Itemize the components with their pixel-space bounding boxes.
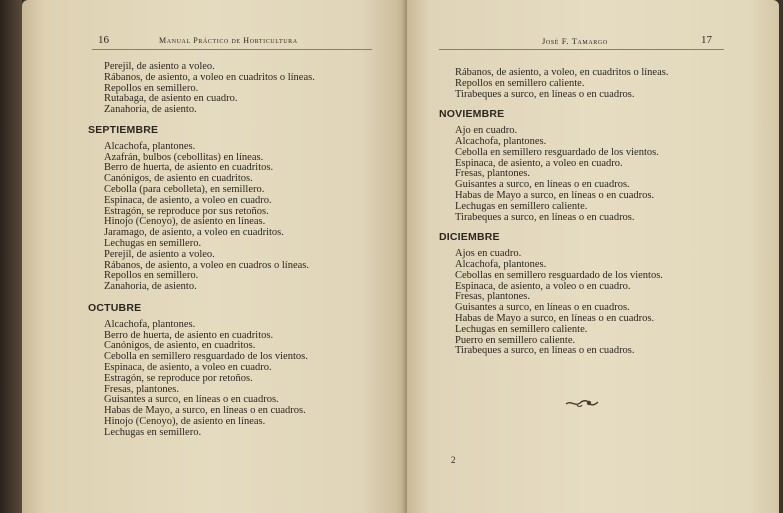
right-page: [407, 0, 779, 513]
list-line: Estragón, se reproduce por retoños.: [104, 372, 253, 384]
list-line: Repollos en semillero.: [104, 82, 199, 94]
list-line: Cebolla en semillero resguardado de los vientos.: [104, 351, 308, 363]
list-line: Zanahoria, de asiento.: [104, 104, 197, 116]
list-line: Tirabeques a surco, en líneas o en cuadros.: [455, 88, 635, 100]
list-line: Perejil, de asiento a voleo.: [104, 248, 215, 260]
list-line: Alcachofa, plantones.: [455, 258, 547, 270]
book-cover-edge: [779, 0, 783, 513]
list-line: Espinaca, de asiento, a voleo o en cuadro.: [455, 280, 631, 292]
list-line: Rábanos, de asiento, a voleo en cuadros o líneas.: [104, 259, 309, 271]
list-line: Espinaca, de asiento, a voleo en cuadro.: [104, 194, 272, 206]
list-line: Guisantes a surco, en líneas o en cuadros.: [104, 394, 279, 406]
list-line: Lechugas en semillero caliente.: [455, 323, 588, 335]
intro-list: [455, 68, 668, 100]
list-line: Cebollas en semillero resguardado de los vientos.: [455, 269, 663, 281]
list-line: Azafrán, bulbos (cebollitas) en líneas.: [104, 151, 264, 163]
list-line: Alcachofa, plantones.: [104, 318, 196, 330]
section-title-noviembre: NOVIEMBRE: [439, 108, 505, 121]
list-line: Cebolla (para cebolleta), en semillero.: [104, 183, 265, 195]
list-line: Alcachofa, plantones.: [104, 140, 196, 152]
list-line: Lechugas en semillero.: [104, 237, 202, 249]
list-line: Tirabeques a surco, en líneas o en cuadros.: [455, 345, 635, 357]
section-list-octubre: [104, 320, 315, 439]
left-page: [22, 0, 407, 513]
section-title-septiembre: SEPTIEMBRE: [88, 123, 159, 136]
section-list-diciembre: [455, 249, 668, 357]
list-line: Fresas, plantones.: [455, 168, 530, 180]
list-line: Cebolla en semillero resguardado de los vientos.: [455, 146, 659, 158]
list-line: Espinaca, de asiento, a voleo en cuadro.: [455, 157, 623, 169]
page-number: 16: [98, 34, 109, 46]
section-list-noviembre: [455, 126, 668, 223]
list-line: Alcachofa, plantones.: [455, 135, 547, 147]
list-line: Jaramago, de asiento, a voleo en cuadritos.: [104, 227, 284, 239]
list-line: Estragón, se reproduce por sus retoños.: [104, 205, 269, 217]
list-line: Rutabaga, de asiento en cuadro.: [104, 93, 238, 105]
fleuron-icon: [565, 396, 599, 414]
intro-list: [104, 62, 315, 116]
section-list-septiembre: [104, 142, 315, 293]
list-line: Repollos en semillero.: [104, 270, 199, 282]
list-line: Habas de Mayo, a surco, en líneas o en cuadros.: [104, 405, 306, 417]
book-cover-edge: [0, 0, 22, 513]
section-title-diciembre: DICIEMBRE: [439, 231, 500, 244]
list-line: Rábanos, de asiento, a voleo, en cuadritos o líneas.: [455, 67, 669, 78]
signature-mark: 2: [451, 455, 456, 465]
list-line: Guisantes a surco, en líneas o en cuadros.: [455, 302, 630, 314]
list-line: Habas de Mayo a surco, en líneas o en cuadros.: [455, 189, 655, 201]
list-line: Canónigos, de asiento en cuadritos.: [104, 173, 253, 185]
list-line: Espinaca, de asiento, a voleo en cuadro.: [104, 361, 272, 373]
header-rule: [439, 49, 724, 50]
list-line: Tirabeques a surco, en líneas o en cuadros.: [455, 211, 635, 223]
right-page-content: [439, 67, 669, 357]
list-line: Habas de Mayo a surco, en líneas o en cuadros.: [455, 312, 655, 324]
list-line: Fresas, plantones.: [455, 291, 530, 303]
list-line: Repollos en semillero caliente.: [455, 77, 585, 89]
list-line: Perejil, de asiento a voleo.: [104, 61, 215, 72]
list-line: Lechugas en semillero.: [104, 426, 202, 438]
list-line: Hinojo (Cenoyo), de asiento en líneas.: [104, 415, 266, 427]
list-line: Berro de huerta, de asiento en cuadritos.: [104, 162, 274, 174]
running-head: José F. Tamargo: [542, 36, 608, 46]
list-line: Lechugas en semillero caliente.: [455, 200, 588, 212]
header-rule: [92, 49, 372, 50]
list-line: Canónigos, de asiento, en cuadritos.: [104, 340, 256, 352]
list-line: Hinojo (Cenoyo), de asiento en líneas.: [104, 216, 266, 228]
list-line: Ajos en cuadro.: [455, 248, 522, 260]
running-head: Manual Práctico de Horticultura: [159, 36, 298, 45]
list-line: Berro de huerta, de asiento en cuadritos.: [104, 329, 274, 341]
list-line: Zanahoria, de asiento.: [104, 281, 197, 293]
list-line: Rábanos, de asiento, a voleo en cuadritos o líneas.: [104, 71, 315, 83]
list-line: Guisantes a surco, en líneas o en cuadros.: [455, 179, 630, 191]
list-line: Puerro en semillero caliente.: [455, 334, 576, 346]
list-line: Ajo en cuadro.: [455, 125, 518, 137]
section-title-octubre: OCTUBRE: [88, 301, 142, 314]
left-page-content: [88, 61, 315, 439]
list-line: Fresas, plantones.: [104, 383, 179, 395]
page-number: 17: [701, 34, 712, 46]
